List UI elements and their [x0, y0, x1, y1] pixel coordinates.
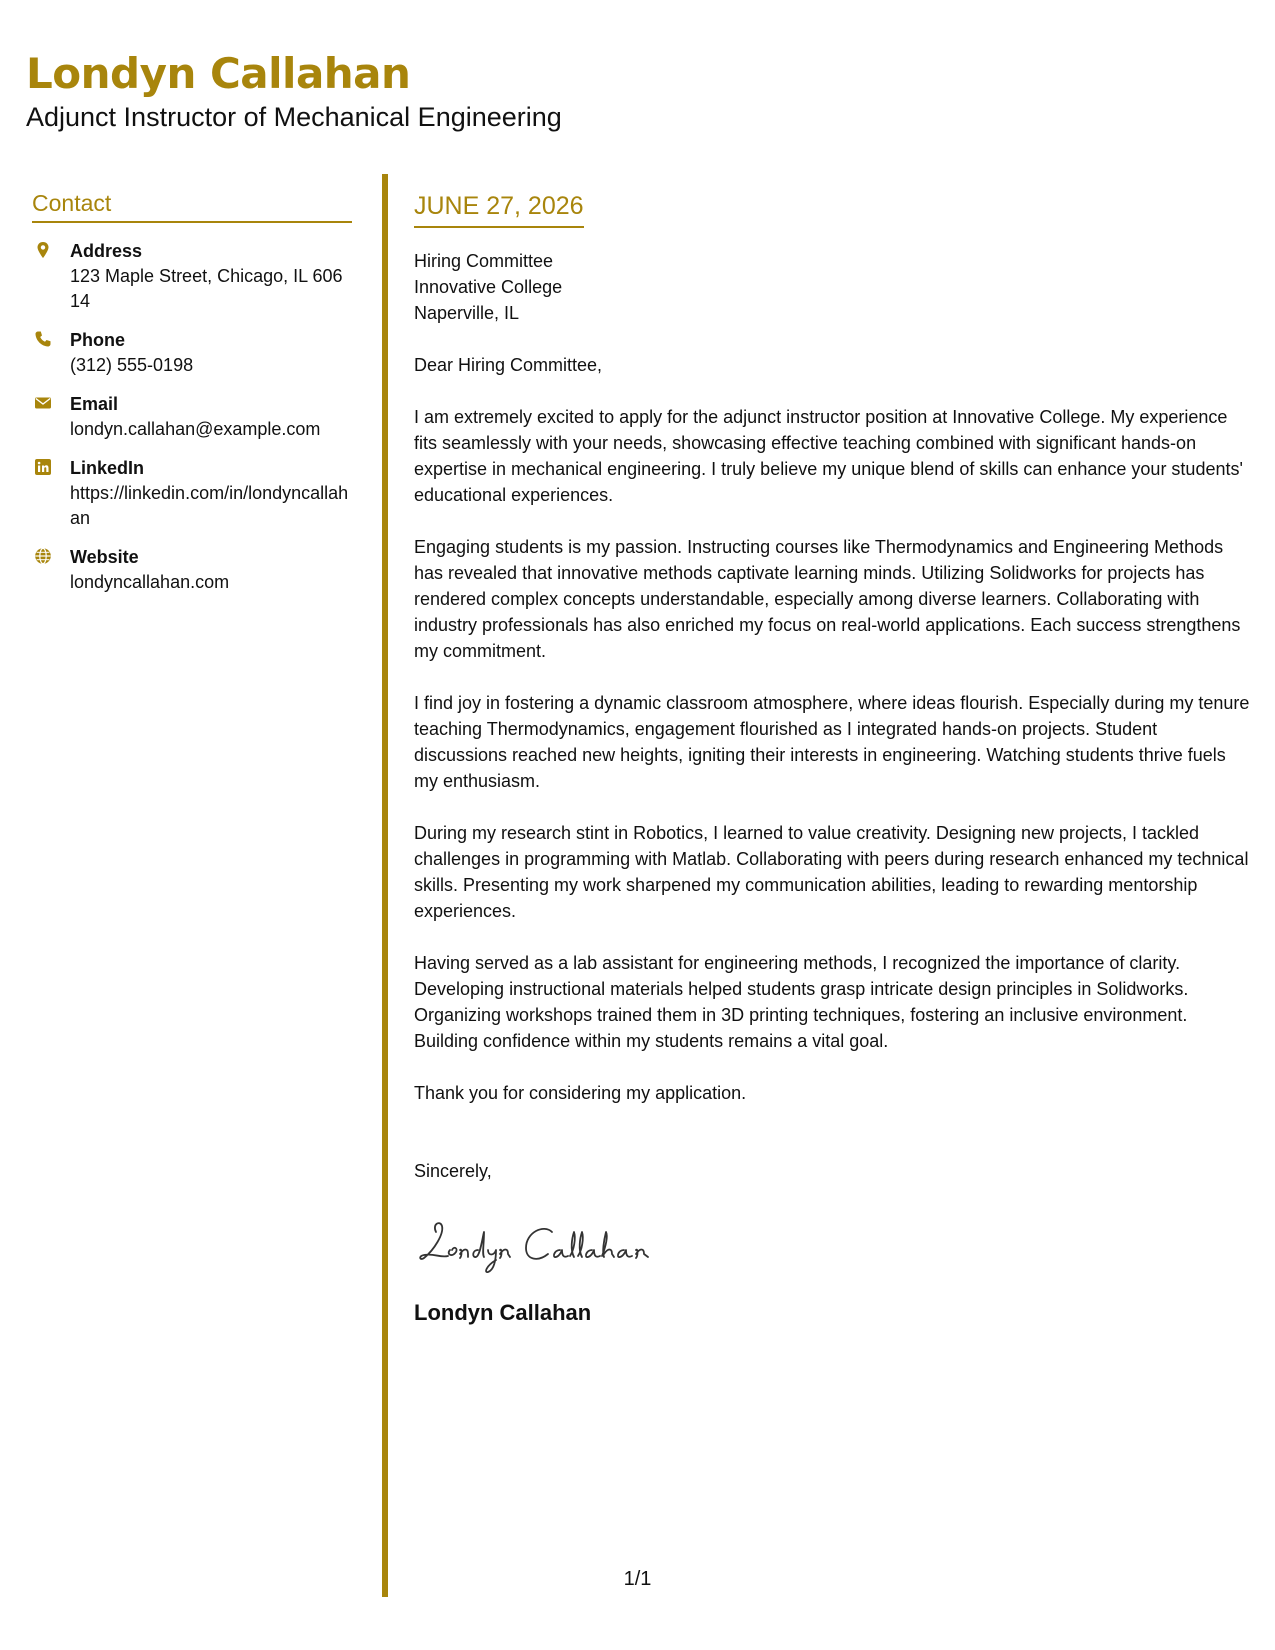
website-value[interactable]: londyncallahan.com — [70, 572, 230, 592]
salutation: Dear Hiring Committee, — [414, 355, 603, 375]
email-value[interactable]: londyn.callahan@example.com — [70, 419, 321, 439]
recipient-block — [414, 248, 1254, 326]
contact-label: Phone — [70, 330, 126, 350]
body-paragraph: Engaging students is my passion. Instructing courses like Thermodynamics and Engineering Methods has revealed that innovative methods captivate learning minds. Utilizing Solidworks for projects has rendered complex concepts understandable, especially among diverse learners. Collaborating with industry professionals has also enriched my focus on real-world applications. Each success strengthens my commitment. — [414, 537, 1241, 661]
resume-header — [26, 48, 562, 134]
applicant-name: Londyn Callahan — [26, 49, 411, 98]
contact-linkedin — [32, 456, 352, 531]
vertical-divider — [382, 174, 388, 1597]
contact-phone — [32, 328, 352, 378]
body-paragraph: I am extremely excited to apply for the adjunct instructor position at Innovative College. My experience fits seamlessly with your needs, showcasing effective teaching combined with significant hands-on expertise in mechanical engineering. I truly believe my unique blend of skills can enhance your students' educational experiences. — [414, 407, 1243, 505]
signed-name: Londyn Callahan — [414, 1300, 592, 1325]
contact-heading: Contact — [32, 188, 352, 223]
applicant-title: Adjunct Instructor of Mechanical Engineering — [26, 102, 562, 132]
contact-label: Email — [70, 394, 119, 414]
phone-value[interactable]: (312) 555-0198 — [70, 355, 194, 375]
address-value: 123 Maple Street, Chicago, IL 60614 — [70, 266, 343, 311]
recipient-line: Innovative College — [414, 277, 563, 297]
contact-website — [32, 545, 352, 595]
body-paragraph: Thank you for considering my application. — [414, 1083, 747, 1103]
contact-email — [32, 392, 352, 442]
closing: Sincerely, — [414, 1161, 492, 1181]
map-pin-icon — [34, 241, 52, 259]
envelope-icon — [34, 394, 52, 412]
recipient-line: Naperville, IL — [414, 303, 520, 323]
contact-label: Website — [70, 547, 139, 567]
globe-icon — [34, 547, 52, 565]
linkedin-icon — [34, 458, 52, 476]
contact-sidebar — [32, 188, 352, 609]
contact-label: LinkedIn — [70, 458, 145, 478]
body-paragraph: During my research stint in Robotics, I learned to value creativity. Designing new projects, I tackled challenges in programming with Matlab. Collaborating with peers during research enhanced my technical skills. Presenting my work sharpened my communication abilities, leading to rewarding mentorship experiences. — [414, 823, 1249, 921]
page-number: 1/1 — [623, 1568, 652, 1590]
recipient-line: Hiring Committee — [414, 251, 554, 271]
contact-label: Address — [70, 241, 143, 261]
contact-address — [32, 239, 352, 314]
handwritten-signature — [414, 1210, 1254, 1280]
linkedin-value[interactable]: https://linkedin.com/in/londyncallahan — [70, 483, 349, 528]
letter-body — [414, 190, 1254, 1328]
phone-icon — [34, 330, 52, 348]
body-paragraph: Having served as a lab assistant for engineering methods, I recognized the importance of clarity. Developing instructional materials helped students grasp intricate design principles in Solidworks. Organizing workshops trained them in 3D printing techniques, fostering an inclusive environment. Building confidence within my students remains a vital goal. — [414, 953, 1189, 1051]
body-paragraph: I find joy in fostering a dynamic classroom atmosphere, where ideas flourish. Especially during my tenure teaching Thermodynamics, engagement flourished as I integrated hands-on projects. Student discussions reached new heights, igniting their interests in engineering. Watching students thrive fuels my enthusiasm. — [414, 693, 1250, 791]
letter-date: JUNE 27, 2026 — [414, 190, 584, 228]
